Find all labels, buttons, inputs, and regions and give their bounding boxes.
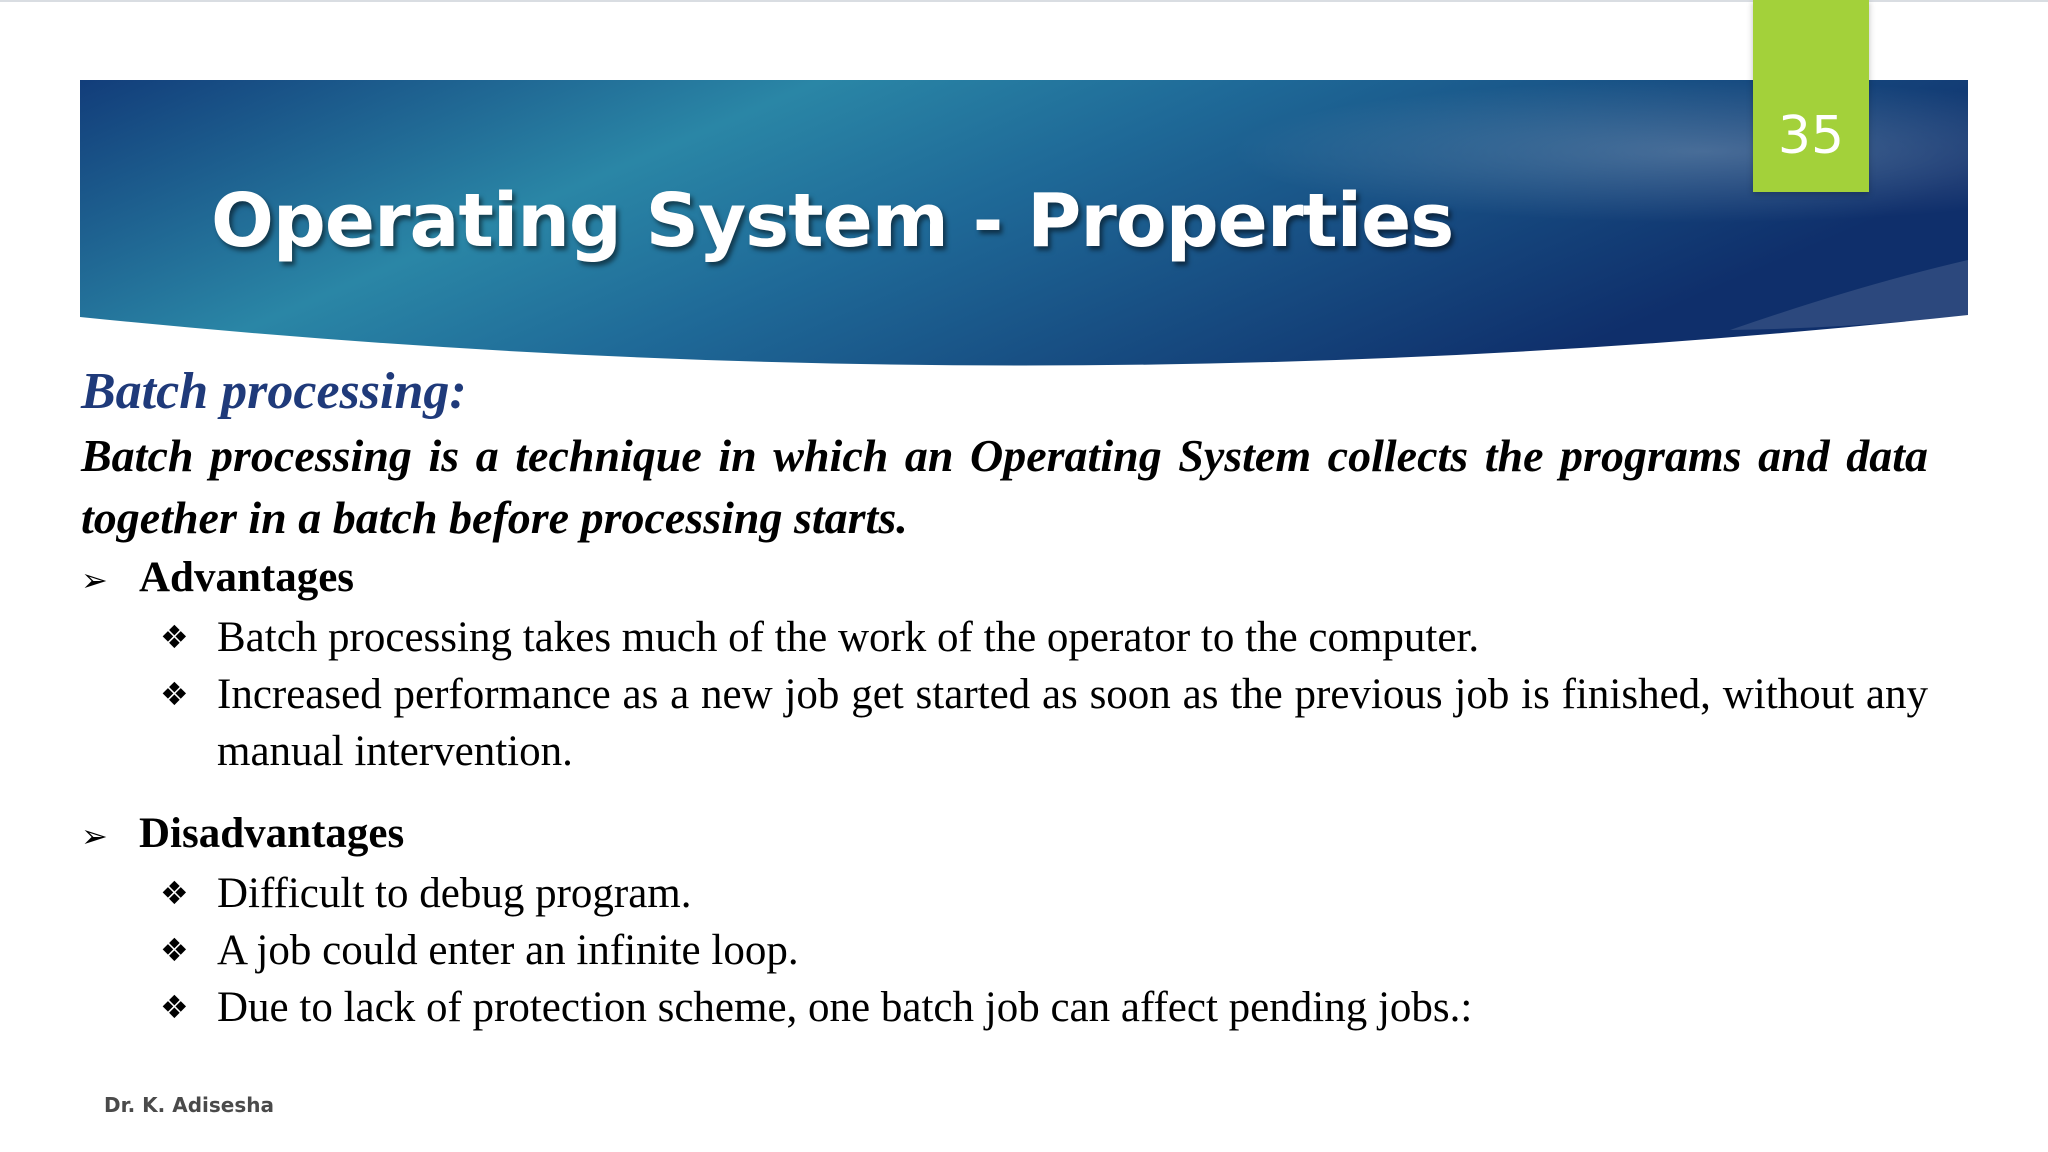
advantage-item-text: Increased performance as a new job get started as soon as the previous job is finished, without any manual intervention.: [217, 671, 1928, 775]
disadvantages-label: Disadvantages: [139, 810, 405, 857]
advantage-item: [81, 609, 1928, 666]
four-diamond-bullet-icon: ❖: [160, 618, 189, 656]
disadvantage-item-text: Difficult to debug program.: [217, 870, 692, 917]
page-number-tab: [1753, 0, 1869, 192]
disadvantage-item: [81, 979, 1928, 1036]
four-diamond-bullet-icon: ❖: [160, 988, 189, 1026]
advantages-heading: [81, 549, 1928, 609]
arrowhead-bullet-icon: ➢: [81, 561, 108, 599]
page-number: 35: [1777, 106, 1845, 166]
disadvantage-item: [81, 922, 1928, 979]
top-border: [0, 0, 2048, 2]
advantages-label: Advantages: [139, 554, 355, 601]
advantage-item: [81, 666, 1928, 780]
four-diamond-bullet-icon: ❖: [160, 874, 189, 912]
disadvantage-item-text: Due to lack of protection scheme, one batch job can affect pending jobs.:: [217, 984, 1473, 1031]
disadvantages-heading: [81, 805, 1928, 865]
disadvantage-item-text: A job could enter an infinite loop.: [217, 927, 799, 974]
author-footer: Dr. K. Adisesha: [104, 1093, 274, 1117]
arrowhead-bullet-icon: ➢: [81, 817, 108, 855]
disadvantages-section: [81, 805, 1928, 1036]
disadvantage-item: [81, 865, 1928, 922]
slide-body: [81, 357, 1928, 1036]
section-spacer: [81, 780, 1928, 805]
slide-title: Operating System - Properties: [211, 178, 1454, 264]
advantage-item-text: Batch processing takes much of the work of the operator to the computer.: [217, 614, 1480, 661]
four-diamond-bullet-icon: ❖: [160, 675, 189, 713]
definition-text: Batch processing is a technique in which an Operating System collects the programs and data together in a batch before processing starts.: [81, 430, 1928, 543]
advantages-section: [81, 549, 1928, 780]
four-diamond-bullet-icon: ❖: [160, 931, 189, 969]
section-heading: Batch processing:: [81, 363, 467, 420]
